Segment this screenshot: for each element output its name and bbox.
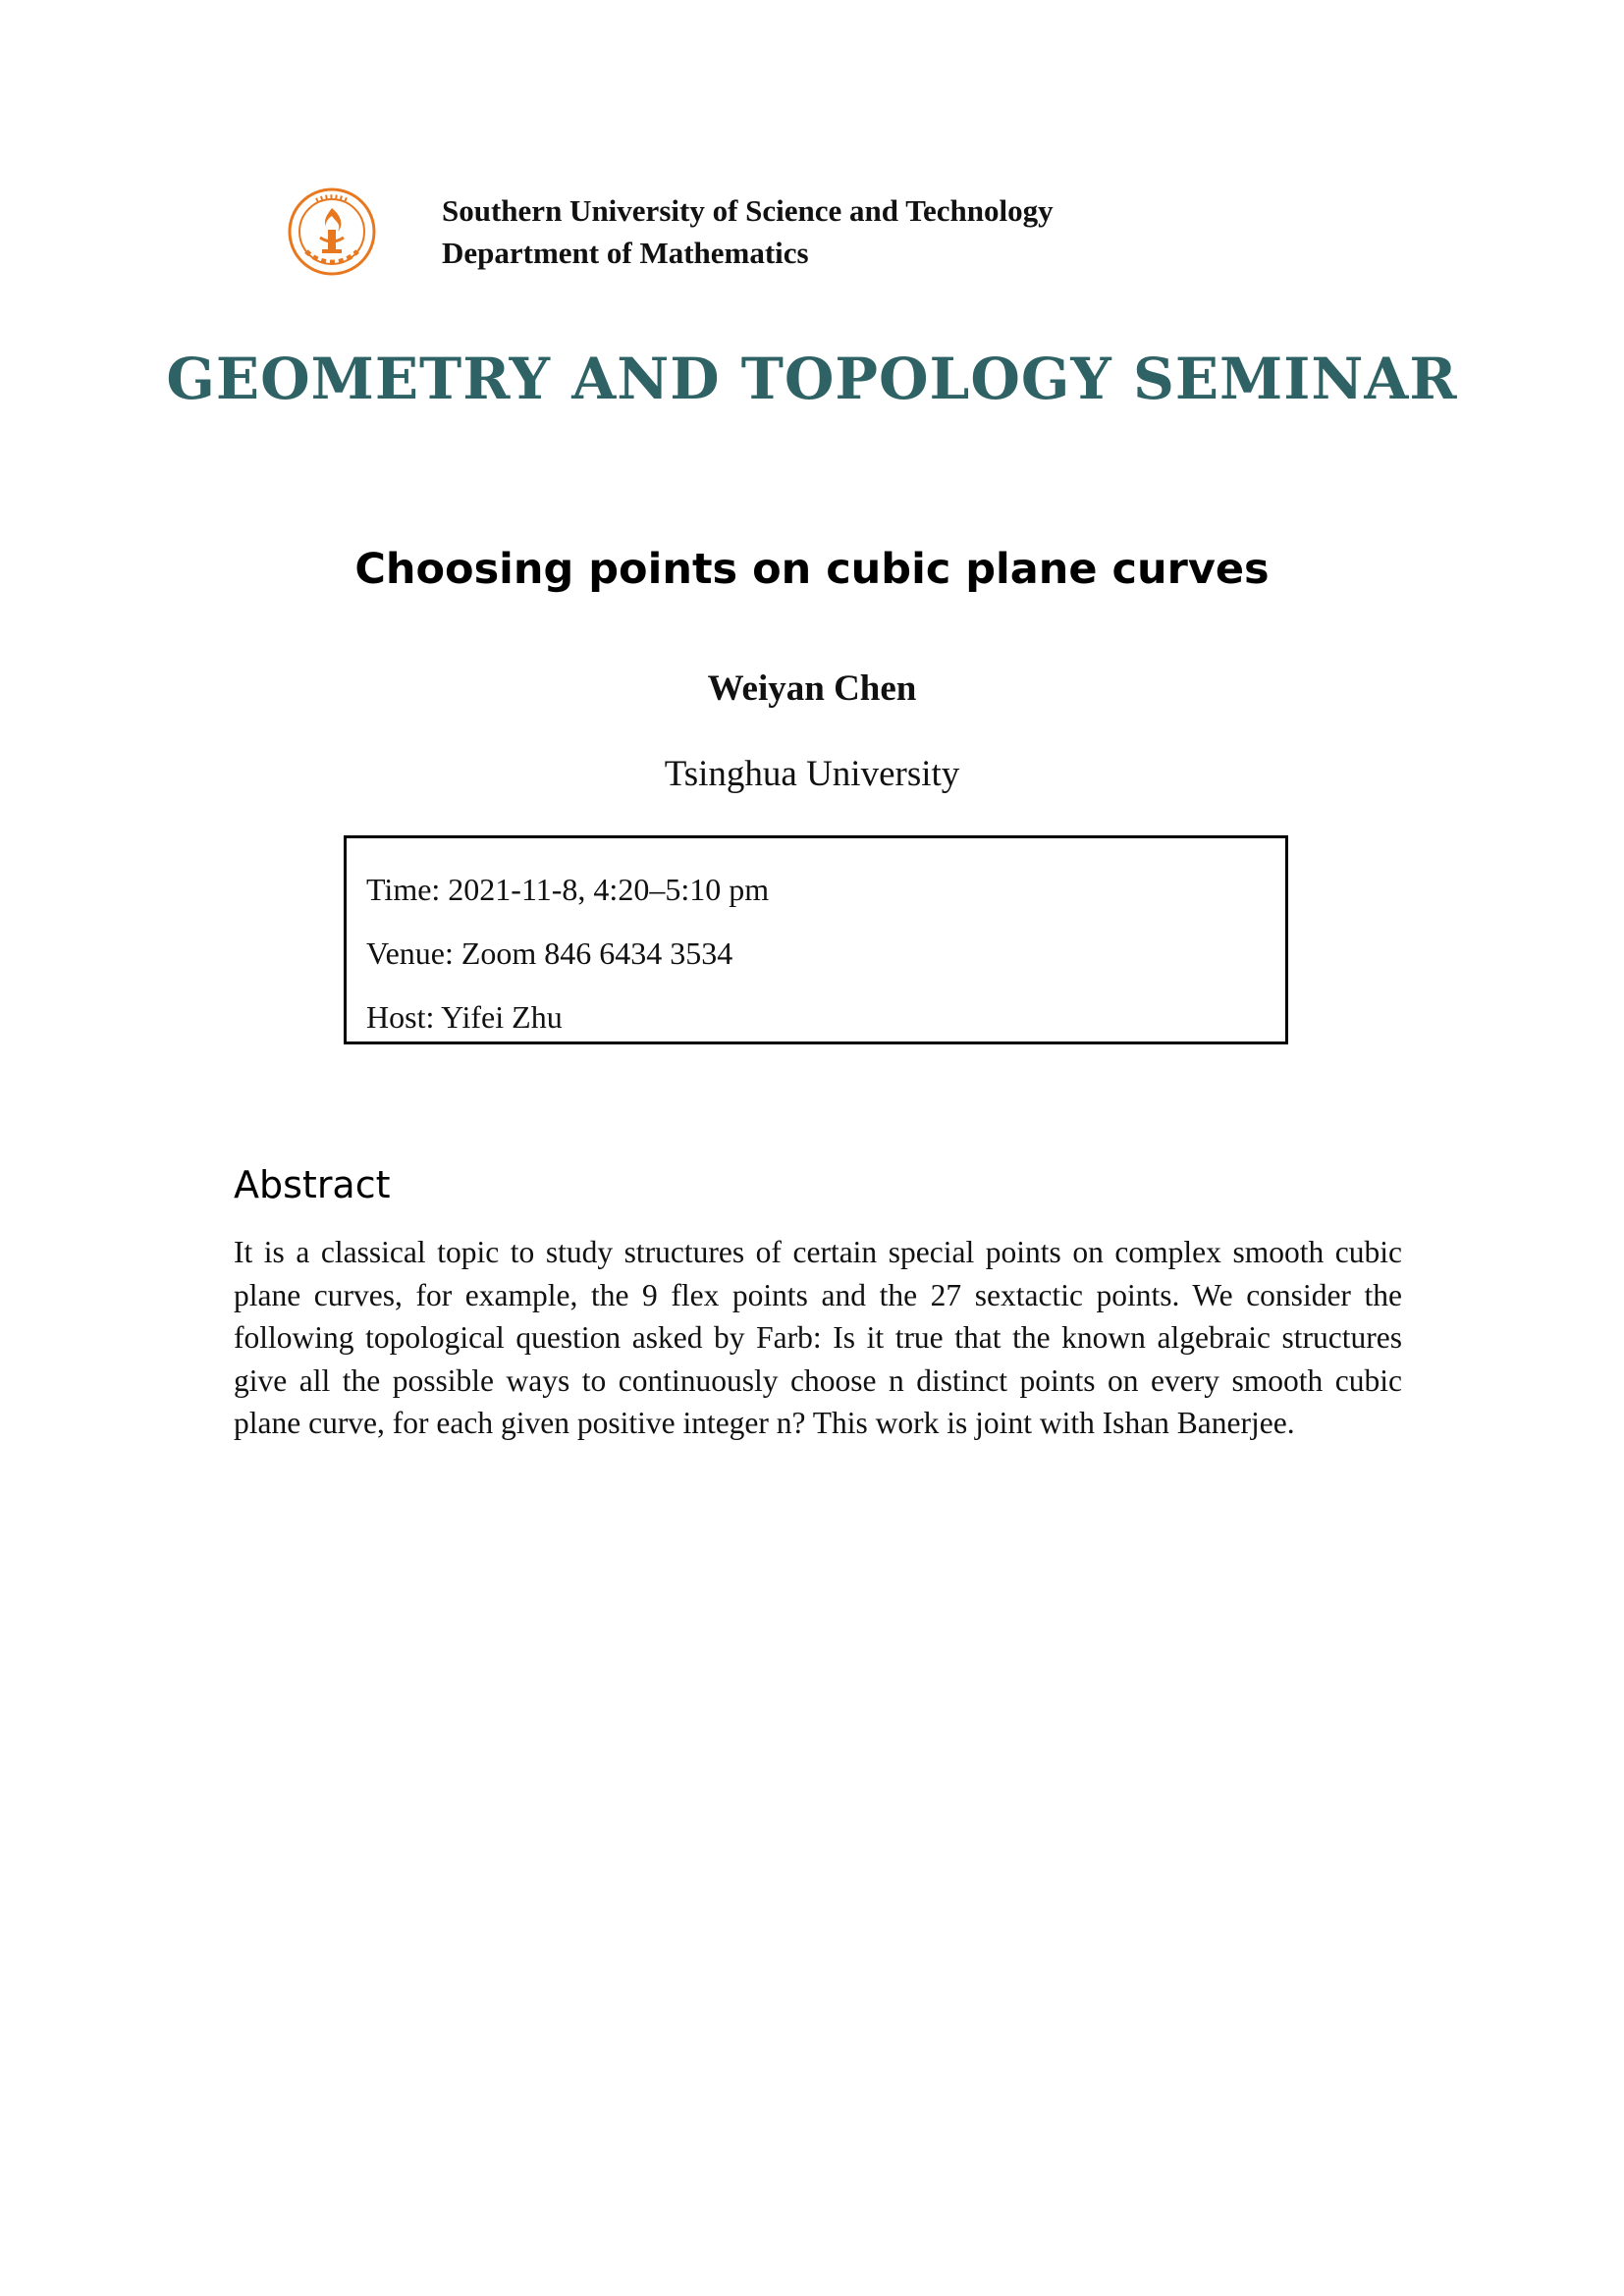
institution-name: Southern University of Science and Technology xyxy=(442,193,1054,228)
department-name: Department of Mathematics xyxy=(442,236,809,270)
abstract-body: It is a classical topic to study structures of certain special points on complex smooth cubic plane curves, for example, the 9 flex points and the 27 sextactic points. We consider the following topological question asked by Farb: Is it true that the known algebraic structures give all the possible ways to continuously choose n distinct points on every smooth cubic plane curve, for each given positive integer n? This work is joint with Ishan Banerjee. xyxy=(234,1235,1402,1440)
university-seal-icon xyxy=(287,187,377,277)
event-venue: Venue: Zoom 846 6434 3534 xyxy=(366,935,733,971)
event-info-box xyxy=(344,835,1288,1044)
event-time: Time: 2021-11-8, 4:20–5:10 pm xyxy=(366,872,770,907)
institution-block xyxy=(442,189,1054,274)
seminar-title: GEOMETRY AND TOPOLOGY SEMINAR xyxy=(166,346,1458,412)
talk-title: Choosing points on cubic plane curves xyxy=(354,545,1270,594)
speaker-name: Weiyan Chen xyxy=(707,668,917,709)
page-header xyxy=(287,187,1054,277)
abstract-heading: Abstract xyxy=(234,1163,391,1206)
speaker-affiliation: Tsinghua University xyxy=(664,754,960,794)
event-host: Host: Yifei Zhu xyxy=(366,999,563,1035)
